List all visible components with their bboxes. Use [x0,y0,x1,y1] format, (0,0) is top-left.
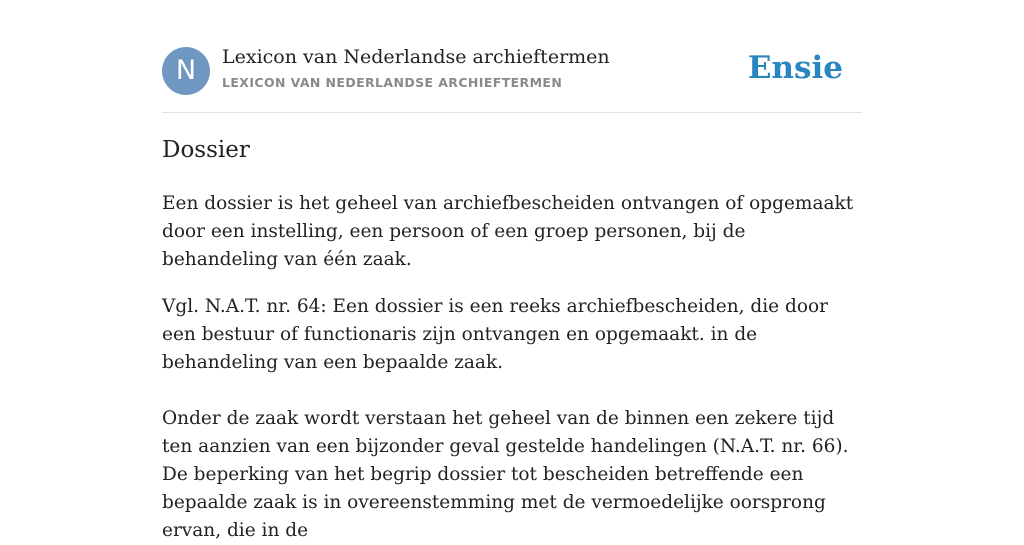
lexicon-subtitle: LEXICON VAN NEDERLANDSE ARCHIEFTERMEN [222,75,563,90]
article-paragraph: Een dossier is het geheel van archiefbescheiden ontvangen of opgemaakt door een instelling, een persoon of een groep personen, bij de behandeling van één zaak. [162,193,854,270]
site-header [162,0,862,113]
lexicon-title[interactable]: Lexicon van Nederlandse archieftermen [222,46,610,68]
page-container [162,0,862,541]
article-paragraph: Vgl. N.A.T. nr. 64: Een dossier is een reeks archiefbescheiden, die door een bestuur of functionaris zijn ontvangen en opgemaakt. in de behandeling van een bepaalde zaak. [162,296,828,373]
article-paragraph: Onder de zaak wordt verstaan het geheel van de binnen een zekere tijd ten aanzien van een bijzonder geval gestelde handelingen (N.A.T. nr. 66). De beperking van het begrip dossier tot bescheiden betreffende een bepaalde zaak is in overeenstemming met de vermoedelijke oorsprong ervan, die in de [162,408,849,541]
ensie-logo[interactable]: Ensie [747,50,843,86]
article-title: Dossier [162,137,250,163]
lexicon-avatar[interactable]: N [162,47,210,95]
article-body [162,190,862,545]
